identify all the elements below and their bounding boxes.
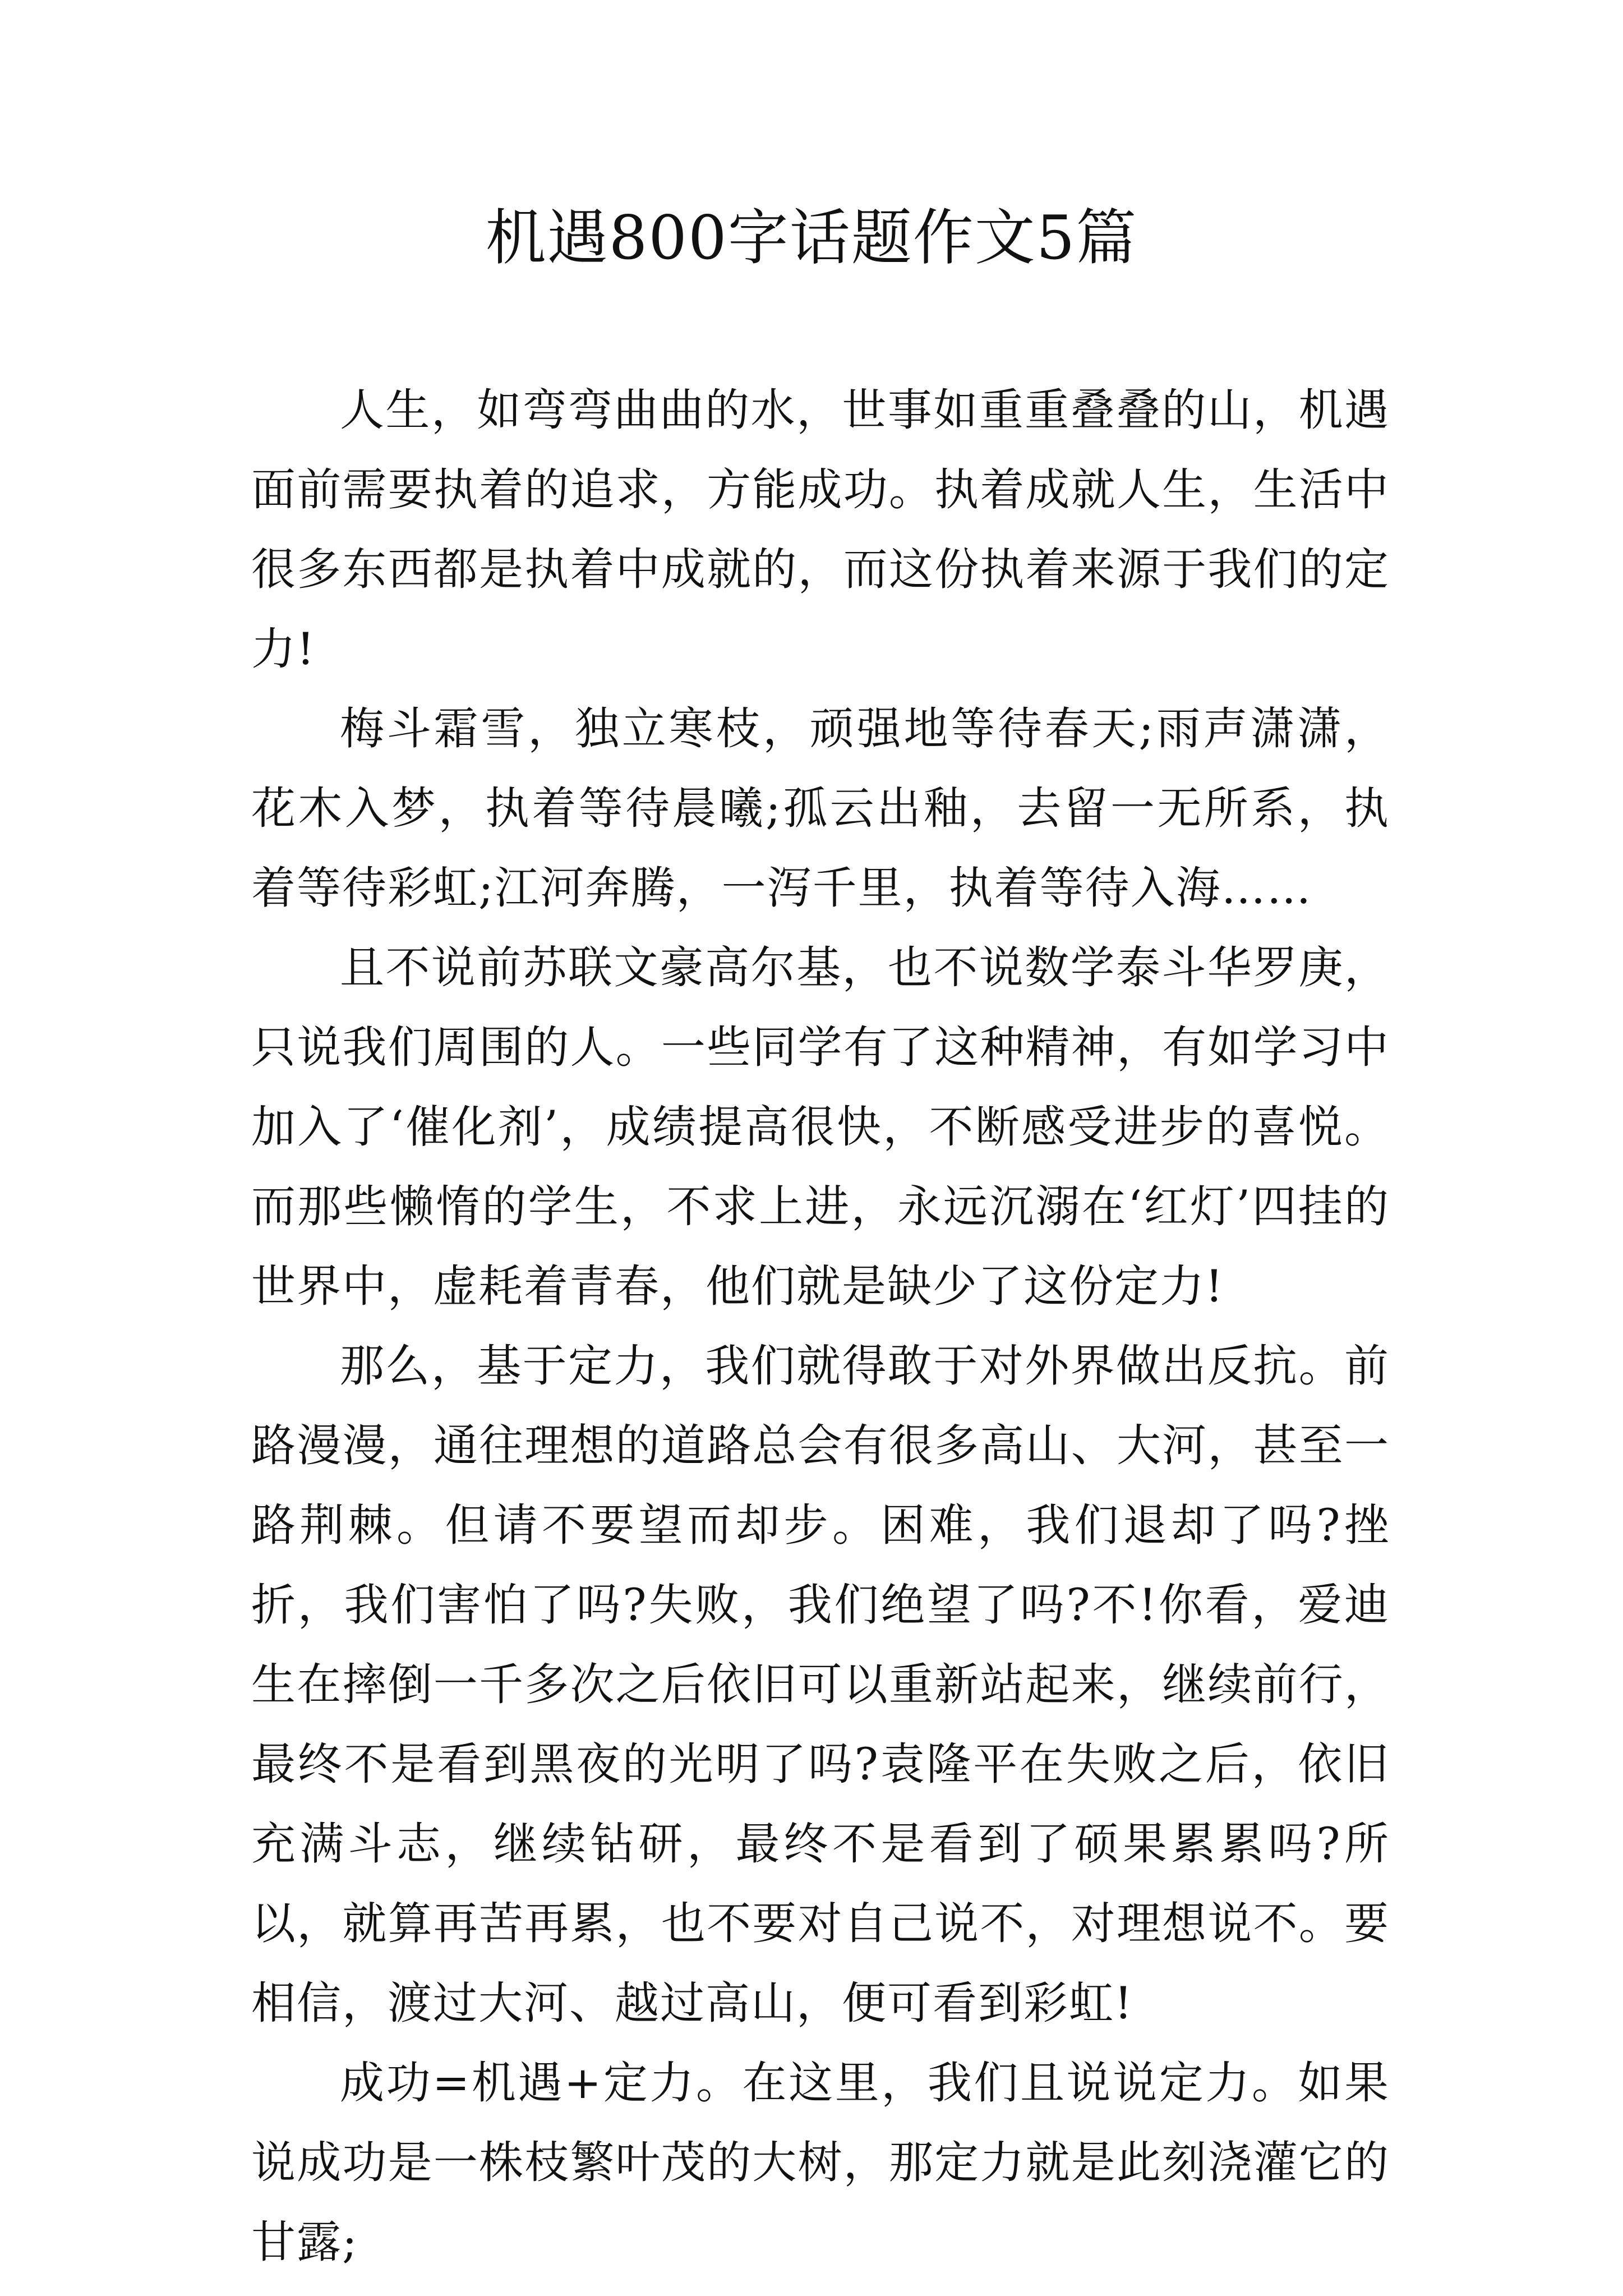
paragraph-3: 且不说前苏联文豪高尔基，也不说数学泰斗华罗庚，只说我们周围的人。一些同学有了这种精神，有如学习中加入了‘催化剂’，成绩提高很快，不断感受进步的喜悦。而那些懒惰的学生，不求上进，永远沉溺在‘红灯’四挂的世界中，虚耗着青春，他们就是缺少了这份定力! — [251, 942, 1390, 1312]
paragraph-5: 成功=机遇+定力。在这里，我们且说说定力。如果说成功是一株枝繁叶茂的大树，那定力就是此刻浇灌它的甘露; — [251, 2057, 1390, 2268]
paragraph-2: 梅斗霜雪，独立寒枝，顽强地等待春天;雨声潇潇，花木入梦，执着等待晨曦;孤云出釉，去留一无所系，执着等待彩虹;江河奔腾，一泻千里，执着等待入海…… — [251, 703, 1390, 914]
document-body — [251, 370, 1390, 2282]
document-title: 机遇800字话题作文5篇 — [485, 203, 1138, 273]
paragraph-1: 人生，如弯弯曲曲的水，世事如重重叠叠的山，机遇面前需要执着的追求，方能成功。执着成就人生，生活中很多东西都是执着中成就的，而这份执着来源于我们的定力! — [251, 384, 1390, 675]
paragraph-4: 那么，基于定力，我们就得敢于对外界做出反抗。前路漫漫，通往理想的道路总会有很多高山、大河，甚至一路荆棘。但请不要望而却步。困难，我们退却了吗?挫折，我们害怕了吗?失败，我们绝望了吗?不!你看，爱迪生在摔倒一千多次之后依旧可以重新站起来，继续前行，最终不是看到黑夜的光明了吗?袁隆平在失败之后，依旧充满斗志，继续钻研，最终不是看到了硕果累累吗?所以，就算再苦再累，也不要对自己说不，对理想说不。要相信，渡过大河、越过高山，便可看到彩虹! — [251, 1340, 1390, 2029]
